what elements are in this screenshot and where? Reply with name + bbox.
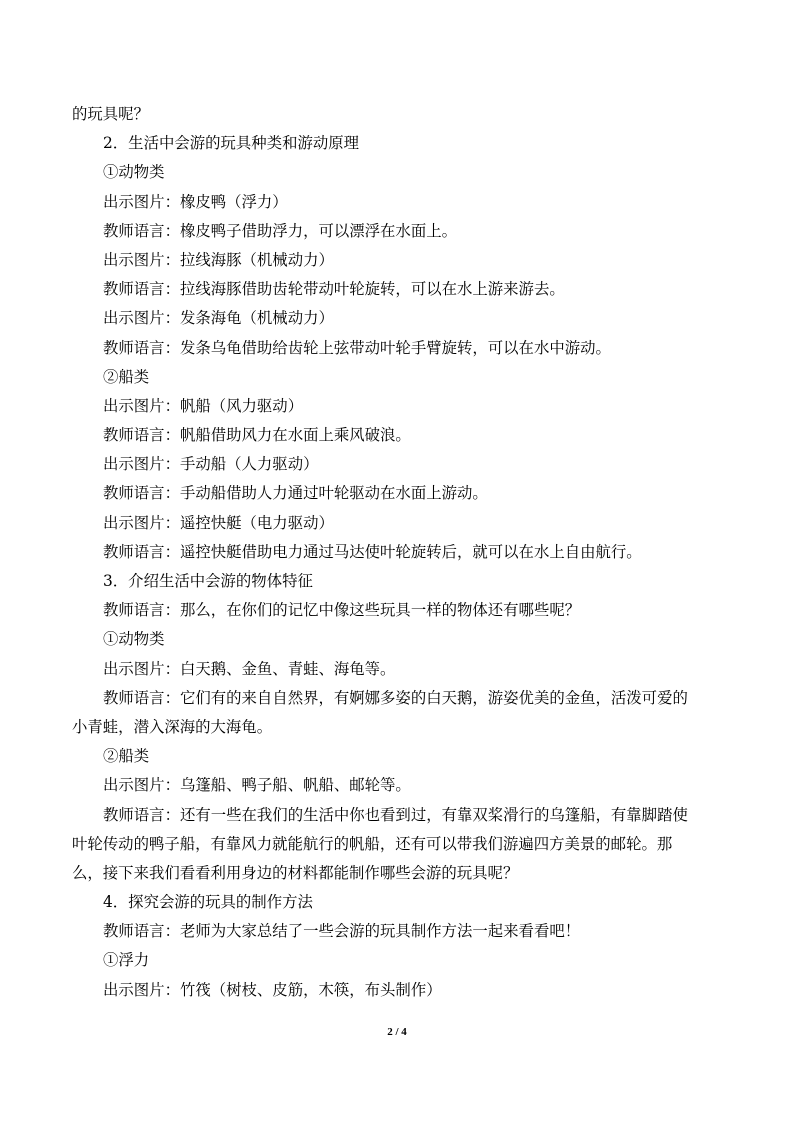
text-line: 教师语言：橡皮鸭子借助浮力，可以漂浮在水面上。	[103, 221, 457, 240]
text-line: 出示图片：帆船（风力驱动）	[103, 396, 304, 415]
text-line: ①动物类	[103, 163, 165, 182]
text-line: 2．生活中会游的玩具种类和游动原理	[103, 134, 360, 153]
page-number: 2 / 4	[387, 1026, 407, 1038]
text-line: ②船类	[103, 367, 150, 386]
text-line: 教师语言：那么，在你们的记忆中像这些玩具一样的物体还有哪些呢？	[103, 601, 581, 620]
text-line: 教师语言：遥控快艇借助电力通过马达使叶轮旋转后，就可以在水上自由航行。	[103, 542, 642, 561]
text-line: 教师语言：它们有的来自自然界，有婀娜多姿的白天鹅，游姿优美的金鱼，活泼可爱的	[103, 688, 688, 707]
text-line: 出示图片：白天鹅、金鱼、青蛙、海龟等。	[103, 659, 396, 678]
text-line: 出示图片：发条海龟（机械动力）	[103, 309, 334, 328]
text-line: ①浮力	[103, 951, 150, 970]
text-line: 4．探究会游的玩具的制作方法	[103, 893, 313, 912]
text-line: 教师语言：手动船借助人力通过叶轮驱动在水面上游动。	[103, 484, 488, 503]
text-line: 教师语言：还有一些在我们的生活中你也看到过，有靠双桨滑行的乌篷船，有靠脚踏使	[103, 805, 688, 824]
text-line: 出示图片：手动船（人力驱动）	[103, 455, 319, 474]
text-line: 3．介绍生活中会游的物体特征	[103, 572, 313, 590]
text-line: 小青蛙，潜入深海的大海龟。	[72, 717, 273, 736]
text-line: 的玩具呢？	[72, 105, 149, 123]
text-line: 教师语言：拉线海豚借助齿轮带动叶轮旋转，可以在水上游来游去。	[103, 280, 565, 299]
text-line: 出示图片：遥控快艇（电力驱动）	[103, 513, 334, 532]
text-line: ②船类	[103, 747, 150, 766]
document-body	[72, 100, 722, 1005]
text-line: 出示图片：竹筏（树枝、皮筋，木筷，布头制作）	[103, 980, 442, 999]
text-line: ①动物类	[103, 630, 165, 649]
text-line: 出示图片：拉线海豚（机械动力）	[103, 250, 334, 269]
text-line: 叶轮传动的鸭子船，有靠风力就能航行的帆船，还有可以带我们游遍四方美景的邮轮。那	[72, 834, 673, 853]
text-line: 出示图片：橡皮鸭（浮力）	[103, 192, 288, 211]
text-line: 教师语言：发条乌龟借助给齿轮上弦带动叶轮手臂旋转，可以在水中游动。	[103, 338, 611, 357]
text-line: 出示图片：乌篷船、鸭子船、帆船、邮轮等。	[103, 776, 411, 795]
text-line: 教师语言：帆船借助风力在水面上乘风破浪。	[103, 426, 411, 445]
text-line: 教师语言：老师为大家总结了一些会游的玩具制作方法一起来看看吧！	[103, 922, 581, 941]
text-line: 么，接下来我们看看利用身边的材料都能制作哪些会游的玩具呢？	[72, 863, 519, 882]
